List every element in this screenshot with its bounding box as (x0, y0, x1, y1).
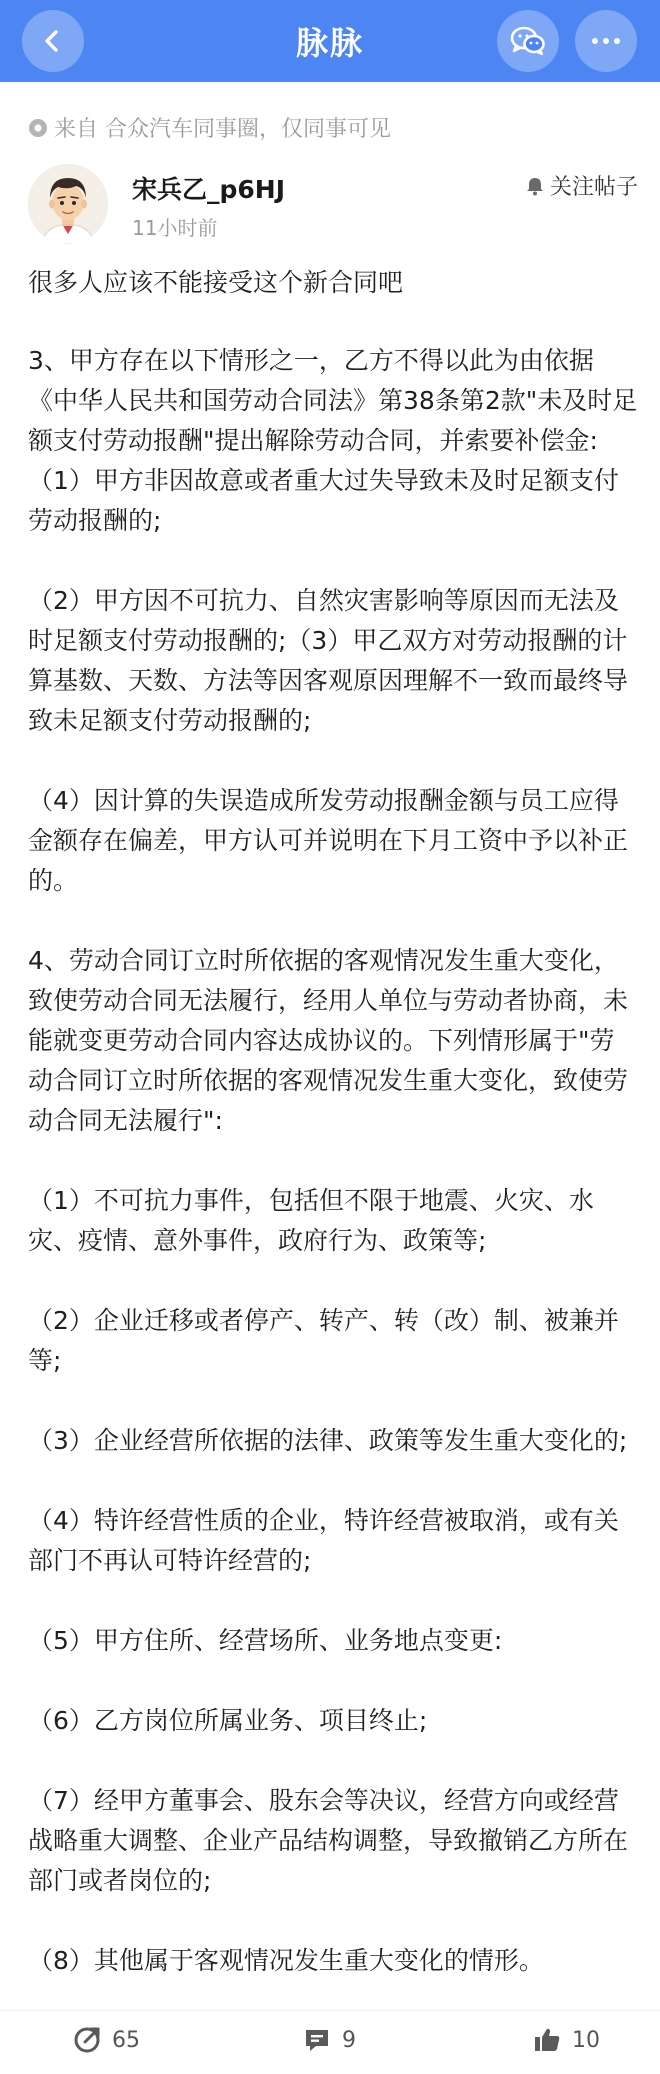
action-bar (0, 2010, 660, 2074)
thumbs-up-icon (532, 2025, 562, 2055)
post-paragraph: （5）甲方住所、经营场所、业务地点变更: (28, 1626, 503, 1655)
follow-post-button[interactable] (524, 170, 638, 201)
wechat-share-button[interactable] (497, 10, 559, 72)
share-button[interactable] (72, 2025, 140, 2055)
like-button[interactable] (532, 2025, 600, 2055)
post-paragraph: （1）不可抗力事件，包括但不限于地震、火灾、水灾、疫情、意外事件，政府行为、政策等; (28, 1186, 594, 1255)
location-pin-icon (28, 118, 48, 138)
page-title: 脉脉 (295, 24, 364, 62)
follow-label: 关注帖子 (549, 175, 638, 200)
comment-button[interactable] (302, 2025, 356, 2055)
post-time: 11小时前 (132, 216, 218, 240)
post-paragraph: （4）特许经营性质的企业，特许经营被取消，或有关部门不再认可特许经营的; (28, 1506, 619, 1575)
post-paragraph: 4、劳动合同订立时所依据的客观情况发生重大变化，致使劳动合同无法履行，经用人单位与劳动者协商，未能就变更劳动合同内容达成协议的。下列情形属于"劳动合同订立时所依据的客观情况发生重大变化，致使劳动合同无法履行": (28, 946, 629, 1135)
like-count: 10 (572, 2027, 600, 2053)
share-icon (72, 2025, 102, 2055)
post-paragraph: 很多人应该不能接受这个新合同吧 (28, 268, 404, 297)
post-paragraph: （2）企业迁移或者停产、转产、转（改）制、被兼并等; (28, 1306, 619, 1375)
top-navbar (0, 0, 660, 82)
chevron-left-icon (40, 28, 66, 54)
more-button[interactable] (575, 10, 637, 72)
bell-icon (524, 175, 546, 197)
comment-count: 9 (342, 2027, 356, 2053)
comment-icon (302, 2025, 332, 2055)
post-paragraph: 3、甲方存在以下情形之一，乙方不得以此为由依据《中华人民共和国劳动合同法》第38条第2款"未及时足额支付劳动报酬"提出解除劳动合同，并索要补偿金:（1）甲方非因故意或者重大过失导致未及时足额支付劳动报酬的; (28, 346, 638, 535)
post-paragraph: （7）经甲方董事会、股东会等决议，经营方向或经营战略重大调整、企业产品结构调整，导致撤销乙方所在部门或者岗位的; (28, 1786, 629, 1895)
source-notice (28, 112, 391, 143)
post-paragraph: （8）其他属于客观情况发生重大变化的情形。 (28, 1946, 544, 1975)
post-paragraph: （4）因计算的失误造成所发劳动报酬金额与员工应得金额存在偏差，甲方认可并说明在下月工资中予以补正的。 (28, 786, 629, 895)
post-paragraph: （6）乙方岗位所属业务、项目终止; (28, 1706, 428, 1735)
source-text: 来自 合众汽车同事圈，仅同事可见 (54, 117, 391, 142)
post-paragraph: （3）企业经营所依据的法律、政策等发生重大变化的; (28, 1426, 628, 1455)
author-name[interactable]: 宋兵乙_p6HJ (132, 175, 286, 204)
post-paragraph: （2）甲方因不可抗力、自然灾害影响等原因而无法及时足额支付劳动报酬的;（3）甲乙双方对劳动报酬的计算基数、天数、方法等因客观原因理解不一致而最终导致未足额支付劳动报酬的; (28, 586, 629, 735)
back-button[interactable] (22, 10, 84, 72)
avatar[interactable] (28, 164, 108, 244)
more-dots-icon (591, 37, 621, 45)
post-content (28, 263, 638, 2021)
author-row (28, 164, 638, 248)
share-count: 65 (112, 2027, 140, 2053)
wechat-icon (510, 25, 546, 57)
